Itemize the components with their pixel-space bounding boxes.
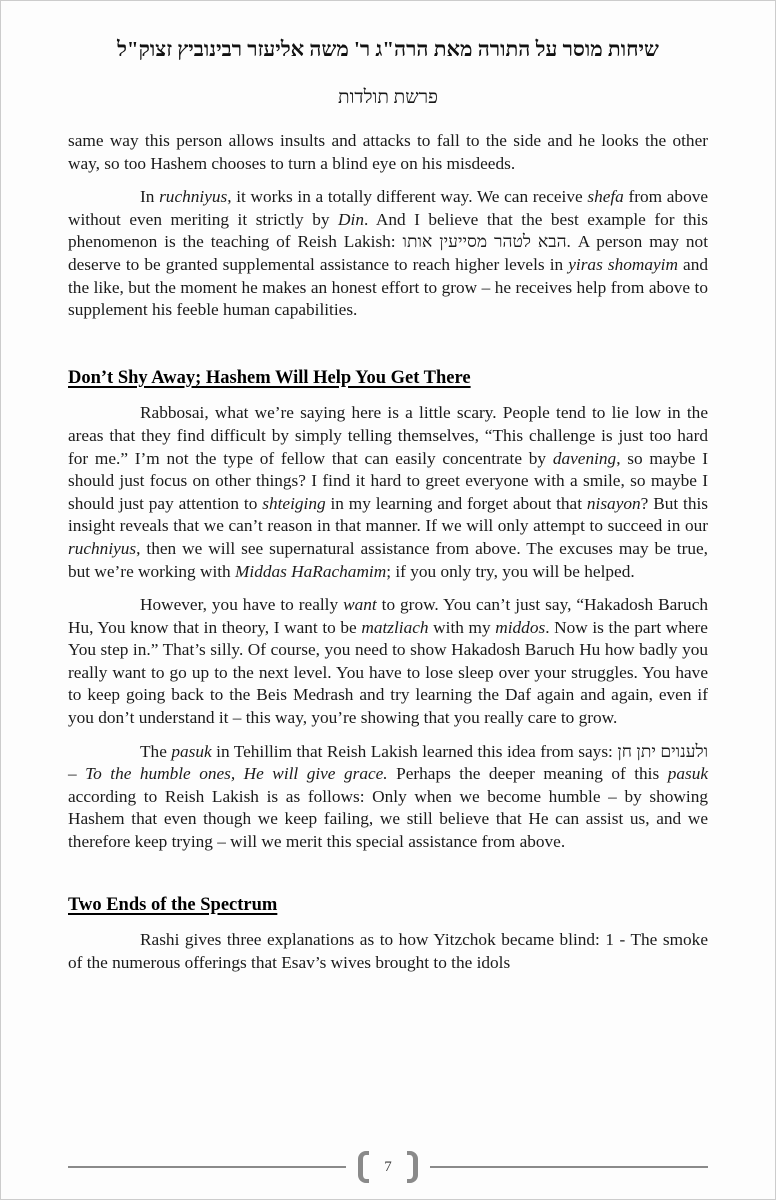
text-run: ; if you only try, you will be helped. (386, 561, 635, 581)
italic-term: nisayon (586, 493, 641, 513)
paragraph-pasuk-tehillim (68, 741, 708, 854)
document-header (68, 37, 708, 109)
italic-term: yiras shomayim (568, 254, 678, 274)
italic-term: Middas HaRachamim (235, 561, 387, 581)
text-run: The (140, 741, 172, 761)
footer-rule-right (430, 1166, 708, 1168)
text-run: in my learning and forget about that (325, 493, 587, 513)
text-run: same way this person allows insults and attacks to fall to the side and he looks the other way, so too Hashem chooses to turn a blind eye on his misdeeds. (68, 131, 708, 173)
italic-term: ruchniyus (68, 538, 137, 558)
text-run: . Now is the part where You step in.” That’s silly. Of course, you need to show Hakadosh Baruch Hu how badly you really want to go up to the next level. You have to lose sleep over your struggles. You have to keep going back to the Beis Medrash and try learning the Daf again and again, even if you don’t understand it – this way, you’re showing that you really care to grow. (68, 617, 708, 728)
italic-term: matzliach (361, 617, 429, 637)
document-title-hebrew: שיחות מוסר על התורה מאת הרה"ג ר' משה אליעזר רבינוביץ זצוק"ל (117, 37, 659, 61)
paragraph-ruchniyus (68, 186, 708, 322)
text-run: – (68, 764, 86, 784)
text-run: Rabbosai, what we’re saying here is a little scary. People tend to lie low in the areas that they find difficult by simply telling themselves, “This challenge is just too hard for me.” I’m not the type of fellow that can easily concentrate by (68, 403, 708, 468)
text-run: In (140, 187, 160, 207)
text-run: Rashi gives three explanations as to how Yitzchok became blind: 1 - The smoke of the numerous offerings that Esav’s wives brought to the idols (68, 930, 708, 972)
italic-term: shefa (587, 187, 624, 207)
text-run: according to Reish Lakish is as follows: Only when we become humble – by showing Hashem that even though we keep failing, we still believe that He can assist us, and we therefore keep trying – will we merit this special assistance from above. (68, 786, 708, 852)
parsha-subtitle-hebrew: פרשת תולדות (337, 87, 438, 108)
italic-term: pasuk (171, 741, 212, 761)
text-run: to grow. You can’t just say, “Hakadosh Baruch Hu, You know that in theory, I want to be (68, 595, 708, 637)
text-run: in Tehillim that Reish Lakish learned this idea from says: (211, 741, 618, 761)
page-number-ornament (358, 1151, 418, 1183)
text-run: from above without even meriting it strictly by (68, 187, 709, 229)
right-bracket-icon (407, 1151, 418, 1183)
italic-term: shteiging (262, 493, 326, 513)
section-heading-dont-shy-away: Don’t Shy Away; Hashem Will Help You Get There (68, 367, 471, 388)
text-run: . And I believe that the best example for this phenomenon is the teaching of Reish Lakish: (68, 209, 708, 252)
text-run: . A person may not deserve to be granted supplemental assistance to reach higher levels in (68, 232, 708, 274)
italic-term: ruchniyus (159, 187, 228, 207)
text-run: However, you have to really (140, 595, 344, 615)
text-run: with my (428, 617, 496, 637)
paragraph-continuation (68, 130, 708, 175)
paragraph-want-to-grow (68, 594, 708, 730)
text-run: , then we will see supernatural assistance from above. The excuses may be true, but we’re working with (68, 538, 708, 581)
page-footer (68, 1148, 708, 1186)
paragraph-rashi (68, 929, 708, 974)
left-bracket-icon (358, 1151, 369, 1183)
text-run: and the like, but the moment he makes an honest effort to grow – he receives help from above to supplement his feeble human capabilities. (68, 254, 709, 320)
text-run: ? But this insight reveals that we can’t reason in that manner. If we will only attempt to succeed in our (68, 493, 708, 536)
italic-term: Din (338, 209, 364, 229)
italic-term: To the humble ones, He will give grace. (85, 764, 388, 784)
text-run: , it works in a totally different way. We can receive (227, 187, 588, 207)
text-run: , so maybe I should just focus on other things? I find it hard to greet everyone with a smile, so maybe I should just pay attention to (68, 448, 709, 513)
hebrew-phrase: הבא לטהר מסייעין אותו (402, 232, 567, 252)
italic-term: middos (495, 617, 546, 637)
page-number: 7 (384, 1158, 392, 1175)
italic-term: pasuk (667, 764, 709, 784)
text-run: Perhaps the deeper meaning of this (387, 764, 668, 784)
italic-term: want (343, 595, 377, 615)
footer-rule-left (68, 1166, 346, 1168)
document-body (68, 130, 708, 974)
hebrew-phrase: ולענוים יתן חן (617, 741, 709, 761)
italic-term: davening (552, 448, 617, 468)
paragraph-rabbosai (68, 402, 708, 583)
document-content (1, 37, 775, 974)
section-heading-two-ends: Two Ends of the Spectrum (68, 894, 278, 915)
